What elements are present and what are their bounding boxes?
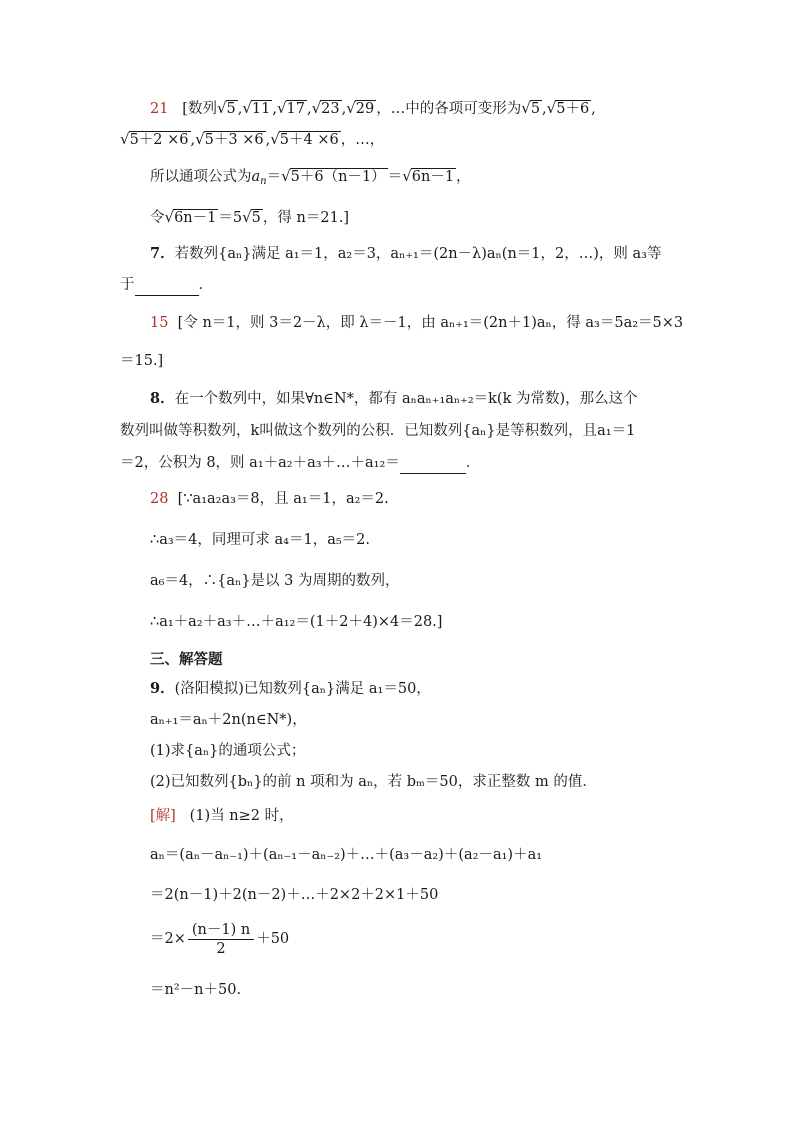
q8-answer-blank[interactable] (400, 453, 466, 474)
q9-question-1: 9．(洛阳模拟)已知数列{aₙ}满足 a₁＝50， (150, 680, 431, 697)
q7-answer: 15 (150, 315, 169, 331)
q8-solution-3: a₆＝4，∴{aₙ}是以 3 为周期的数列， (150, 573, 400, 589)
q6-line-2: √5＋2 ×6 ,√5＋3 ×6 ,√5＋4 ×6 ，…， (120, 130, 385, 148)
q6-text: [数列 (182, 101, 217, 117)
q7-line-2: 于 ． (120, 275, 213, 296)
q8-solution-1: 28 [∵a₁a₂a₃＝8，且 a₁＝1，a₂＝2. (150, 491, 389, 507)
section-title: 三、解答题 (150, 651, 223, 668)
q6-line-4: 令√6n－1 ＝5√5 ，得 n＝21.] (150, 208, 350, 226)
q7-answer-blank[interactable] (135, 275, 199, 296)
q8-question-3: ＝2，公积为 8，则 a₁＋a₂＋a₃＋…＋a₁₂＝ ． (120, 453, 480, 474)
q7-solution-2: ＝15.] (120, 353, 164, 369)
q8-question-1: 8．在一个数列中，如果∀n∈N*，都有 aₙaₙ₊₁aₙ₊₂＝k(k 为常数)，那么这个 (150, 390, 638, 407)
solution-tag: [解] (150, 808, 176, 824)
q9-solution-head: [解] (1)当 n≥2 时， (150, 808, 294, 824)
q9-eq-4: ＝n²－n＋50. (150, 982, 242, 998)
q9-question-2: aₙ₊₁＝aₙ＋2n(n∈N*)， (150, 712, 307, 728)
q8-question-2: 数列叫做等积数列，k叫做这个数列的公积．已知数列{aₙ}是等积数列，且a₁＝1 (120, 423, 636, 439)
q6-line-1: 21 [数列√5 ,√11 ,√17 ,√23 ,√29 ，…中的各项可变形为√5 ,√5＋6 , (150, 99, 596, 117)
q9-number: 9． (150, 680, 175, 697)
fraction: $\frac{(n-1) n}{2}$ (188, 921, 254, 958)
q9-question-3: (1)求{aₙ}的通项公式； (150, 743, 306, 759)
q7-solution-1: 15 [令 n＝1，则 3＝2－λ，即 λ＝－1，由 aₙ₊₁＝(2n＋1)aₙ，得 a₃＝5a₂＝5×3 (150, 315, 684, 331)
q8-solution-4: ∴a₁＋a₂＋a₃＋…＋a₁₂＝(1＋2＋4)×4＝28.] (150, 614, 443, 630)
q9-eq-3: ＝2× $\frac{(n-1) n}{2}$ ＋50 (150, 921, 290, 957)
q7-number: 7． (150, 245, 175, 262)
q8-solution-2: ∴a₃＝4，同理可求 a₄＝1，a₅＝2. (150, 532, 370, 548)
q9-eq-1: aₙ＝(aₙ－aₙ₋₁)＋(aₙ₋₁－aₙ₋₂)＋…＋(a₃－a₂)＋(a₂－a₁)＋a₁ (150, 847, 543, 863)
q7-question: 7．若数列{aₙ}满足 a₁＝1，a₂＝3，aₙ₊₁＝(2n－λ)aₙ(n＝1，2，…)，则 a₃等 (150, 245, 662, 262)
q6-line-3: 所以通项公式为$a_n=√5+6(n-1) =√6n-1$ ， (150, 167, 471, 187)
q9-eq-2: ＝2(n－1)＋2(n－2)＋…＋2×2＋2×1＋50 (150, 887, 439, 903)
q8-answer: 28 (150, 491, 169, 507)
q9-question-4: (2)已知数列{bₙ}的前 n 项和为 aₙ，若 bₘ＝50，求正整数 m 的值． (150, 774, 597, 790)
q6-answer: 21 (150, 101, 169, 117)
q8-number: 8． (150, 390, 175, 407)
